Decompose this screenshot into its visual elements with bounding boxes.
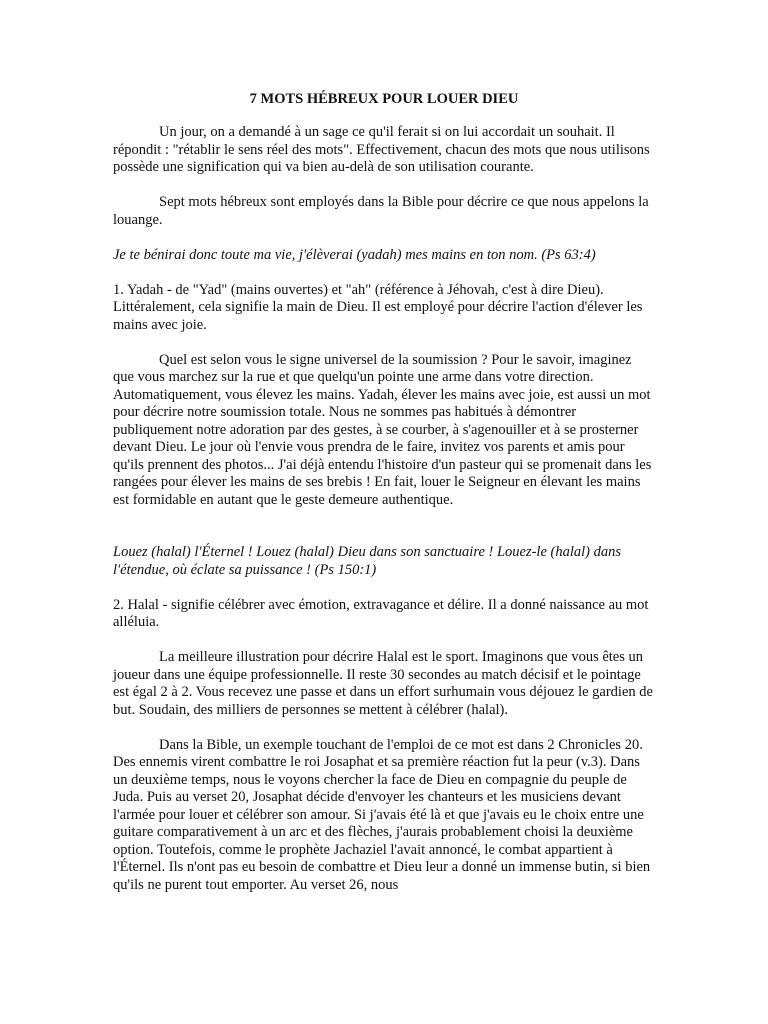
document-title: 7 MOTS HÉBREUX POUR LOUER DIEU bbox=[249, 91, 519, 107]
paragraph-halal-sport: La meilleure illustration pour décrire Halal est le sport. Imaginons que vous êtes un joueur dans une équipe professionnelle. Il reste 30 secondes au match décisif et le pointage est égal 2 à 2. Vous recevez une passe et dans un effort surhumain vous déjouez le gardien de but. Soudain, des milliers de personnes se mettent à célébrer (halal). bbox=[113, 649, 653, 718]
paragraph-intro: Un jour, on a demandé à un sage ce qu'il ferait si on lui accordait un souhait. Il répondit : "rétablir le sens réel des mots". Effectivement, chacun des mots que nous utilisons possède une signification qui va bien au-delà de son utilisation courante. bbox=[113, 124, 650, 175]
verse-ps-63: Je te bénirai donc toute ma vie, j'élèverai (yadah) mes mains en ton nom. (Ps 63:4) bbox=[113, 246, 596, 263]
paragraph-seven-words: Sept mots hébreux sont employés dans la Bible pour décrire ce que nous appelons la louange. bbox=[113, 194, 649, 228]
verse-ps-150: Louez (halal) l'Éternel ! Louez (halal) Dieu dans son sanctuaire ! Louez-le (halal) dans l'étendue, où éclate sa puissance ! (Ps 150:1) bbox=[113, 544, 621, 578]
paragraph-halal-bible: Dans la Bible, un exemple touchant de l'emploi de ce mot est dans 2 Chronicles 20. Des ennemis virent combattre le roi Josaphat et sa première réaction fut la peur (v.3). Dans un deuxième temps, nous le voyons chercher la face de Dieu en compagnie du peuple de Juda. Puis au verset 20, Josaphat décide d'envoyer les chanteurs et les musiciens devant l'armée pour louer et célébrer son amour. Si j'avais été là et que j'avais eu le choix entre une guitare comparativement à un arc et des flèches, j'aurais probablement choisi la deuxième option. Toutefois, comme le prophète Jachaziel l'avait annoncé, le combat appartient à l'Éternel. Ils n'ont pas eu besoin de combattre et Dieu leur a donné un immense butin, si bien qu'ils ne purent tout emporter. Au verset 26, nous bbox=[113, 736, 651, 893]
section-yadah-heading: 1. Yadah - de "Yad" (mains ouvertes) et "ah" (référence à Jéhovah, c'est à dire Dieu). Littéralement, cela signifie la main de Dieu. Il est employé pour décrire l'action d'élever les mains avec joie. bbox=[113, 281, 643, 333]
section-halal-heading: 2. Halal - signifie célébrer avec émotion, extravagance et délire. Il a donné naissance au mot alléluia. bbox=[113, 596, 649, 630]
paragraph-yadah-body: Quel est selon vous le signe universel de la soumission ? Pour le savoir, imaginez que vous marchez sur la rue et que quelqu'un pointe une arme dans votre direction. Automatiquement, vous élevez les mains. Yadah, élever les mains avec joie, est aussi un mot pour décrire notre soumission totale. Nous ne sommes pas habitués à démontrer publiquement notre adoration par des gestes, à se courber, à s'agenouiller et à se prosterner devant Dieu. Le jour où l'envie vous prendra de le faire, invitez vos parents et amis pour qu'ils prennent des photos... J'ai déjà entendu l'histoire d'un pasteur qui se promenait dans les rangées pour élever les mains de ses brebis ! En fait, louer le Seigneur en élevant les mains est formidable en autant que le geste demeure authentique. bbox=[113, 351, 652, 508]
